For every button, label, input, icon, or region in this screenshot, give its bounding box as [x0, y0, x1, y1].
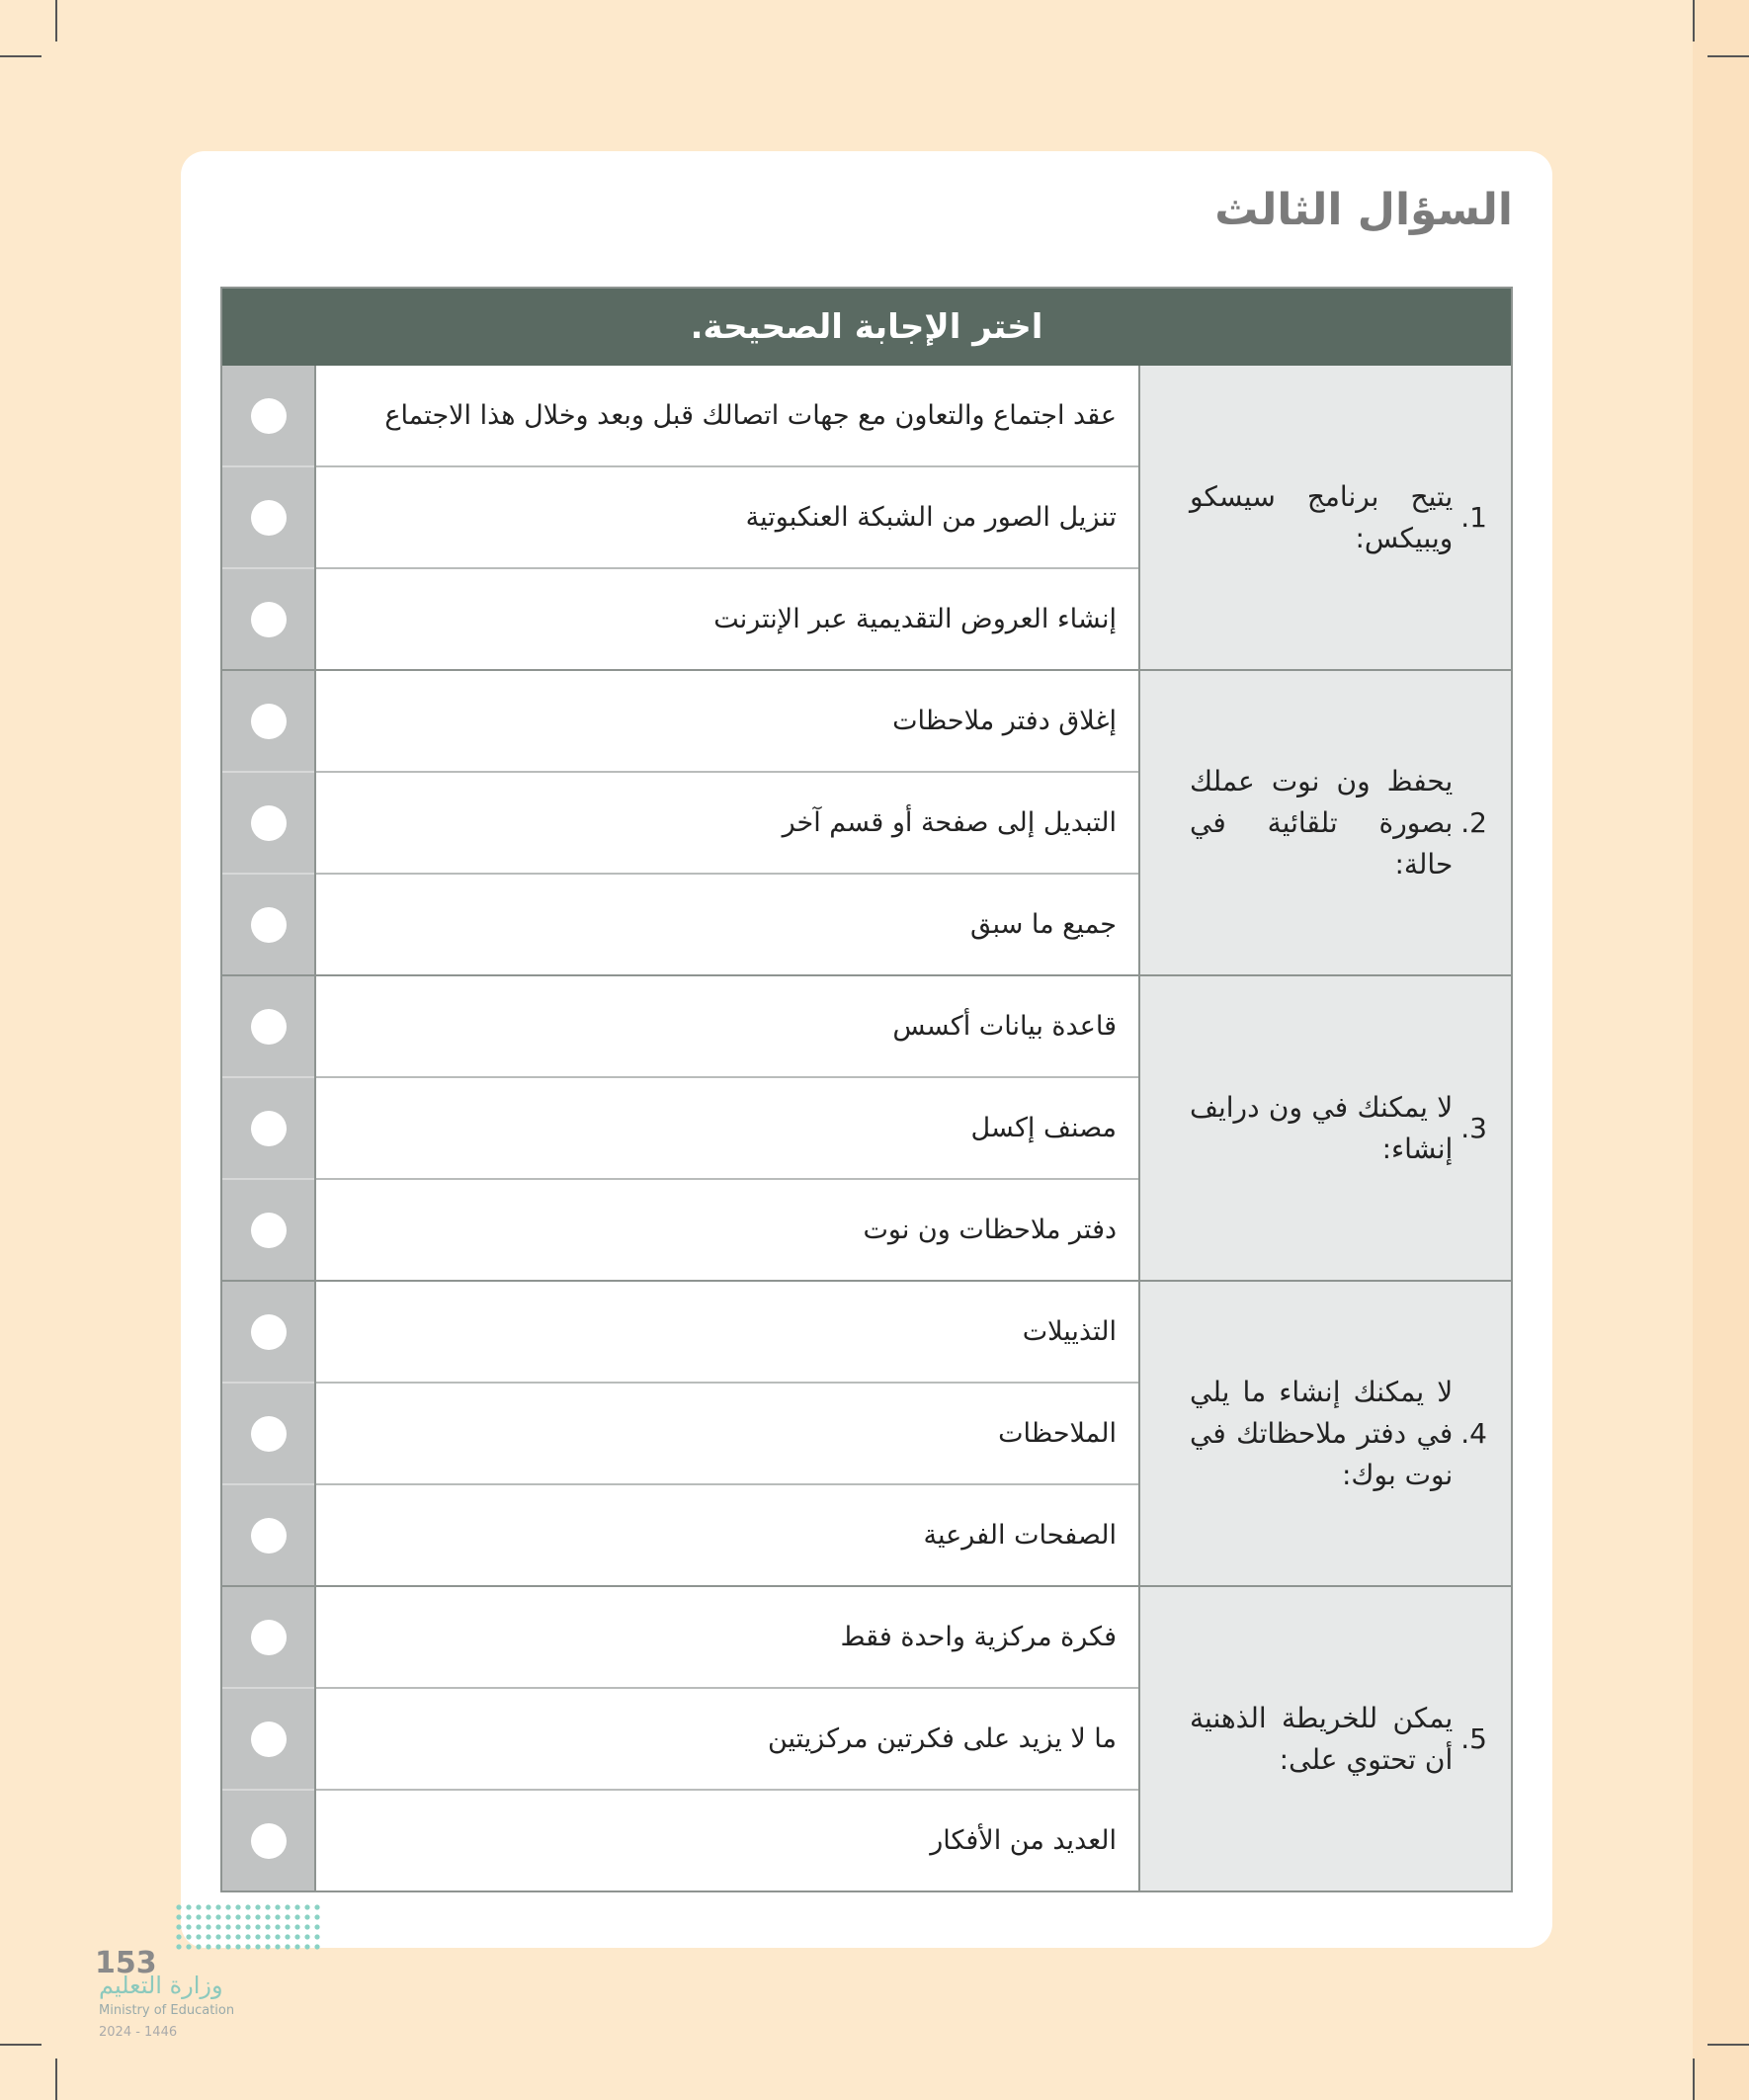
radio-cell: [222, 1076, 314, 1178]
radio-cell: [222, 1687, 314, 1789]
crop-mark: [0, 2044, 42, 2046]
answer-radio-button[interactable]: [251, 1823, 287, 1859]
ministry-name-en: Ministry of Education: [99, 2003, 235, 2018]
question-stem: [1138, 976, 1511, 1280]
question-text: يمكن للخريطة الذهنية أن تحتوي على:: [1190, 1701, 1454, 1776]
question-text: يتيح برنامج سيسكو ويبيكس:: [1190, 479, 1454, 554]
answer-option[interactable]: إنشاء العروض التقديمية عبر الإنترنت: [316, 567, 1138, 669]
ministry-logo-dots: [174, 1902, 322, 1952]
answer-radio-column: [222, 671, 314, 974]
radio-cell: [222, 671, 314, 771]
answer-radio-button[interactable]: [251, 1213, 287, 1248]
question-row: [222, 1280, 1511, 1585]
answer-radio-button[interactable]: [251, 1416, 287, 1452]
answer-option[interactable]: ما لا يزيد على فكرتين مركزيتين: [316, 1687, 1138, 1789]
question-row: [222, 974, 1511, 1280]
question-row: [222, 366, 1511, 669]
answer-radio-button[interactable]: [251, 805, 287, 841]
answer-radio-button[interactable]: [251, 398, 287, 434]
question-row: [222, 669, 1511, 974]
answer-radio-button[interactable]: [251, 1722, 287, 1757]
radio-cell: [222, 567, 314, 669]
quiz-instruction: اختر الإجابة الصحيحة.: [222, 289, 1511, 366]
crop-mark: [1707, 2044, 1749, 2046]
answer-option[interactable]: إغلاق دفتر ملاحظات: [892, 706, 1117, 736]
answer-options-column: [314, 1587, 1138, 1890]
radio-cell: [222, 976, 314, 1076]
radio-cell: [222, 1178, 314, 1280]
answer-option[interactable]: جميع ما سبق: [316, 873, 1138, 974]
crop-mark: [0, 55, 42, 57]
crop-mark: [55, 0, 57, 42]
radio-cell: [222, 465, 314, 567]
answer-options-column: [314, 1282, 1138, 1585]
radio-cell: [222, 1282, 314, 1382]
answer-option[interactable]: قاعدة بيانات أكسس: [892, 1011, 1117, 1042]
answer-radio-button[interactable]: [251, 1009, 287, 1045]
answer-option[interactable]: مصنف إكسل: [316, 1076, 1138, 1178]
answer-option[interactable]: تنزيل الصور من الشبكة العنكبوتية: [316, 465, 1138, 567]
radio-cell: [222, 771, 314, 873]
question-stem: [1138, 366, 1511, 669]
questions-list: [222, 366, 1511, 1890]
answer-option[interactable]: التذييلات: [1022, 1316, 1117, 1347]
crop-mark: [1693, 2058, 1695, 2100]
question-stem: [1138, 671, 1511, 974]
quiz-table: [220, 287, 1513, 1892]
answer-radio-column: [222, 976, 314, 1280]
question-number: 1.: [1460, 500, 1487, 534]
answer-option[interactable]: الملاحظات: [316, 1382, 1138, 1483]
question-number: 2.: [1460, 805, 1487, 839]
question-text: لا يمكنك في ون درايف إنشاء:: [1190, 1090, 1454, 1165]
answer-options-column: [314, 976, 1138, 1280]
section-title: السؤال الثالث: [1214, 185, 1513, 235]
answer-radio-column: [222, 366, 314, 669]
answer-radio-button[interactable]: [251, 500, 287, 536]
question-text: يحفظ ون نوت عملك بصورة تلقائية في حالة:: [1190, 764, 1454, 881]
question-number: 5.: [1460, 1722, 1487, 1755]
answer-radio-button[interactable]: [251, 704, 287, 739]
answer-options-column: [314, 671, 1138, 974]
answer-radio-column: [222, 1587, 314, 1890]
radio-cell: [222, 1587, 314, 1687]
question-text: لا يمكنك إنشاء ما يلي في دفتر ملاحظاتك في نوت بوك:: [1190, 1375, 1454, 1491]
question-row: [222, 1585, 1511, 1890]
radio-cell: [222, 366, 314, 465]
question-card: [181, 151, 1552, 1948]
answer-option[interactable]: دفتر ملاحظات ون نوت: [316, 1178, 1138, 1280]
answer-radio-button[interactable]: [251, 1620, 287, 1655]
answer-option[interactable]: التبديل إلى صفحة أو قسم آخر: [316, 771, 1138, 873]
answer-radio-column: [222, 1282, 314, 1585]
ministry-footer: [95, 1902, 352, 2051]
answer-options-column: [314, 366, 1138, 669]
answer-radio-button[interactable]: [251, 1518, 287, 1554]
question-stem: [1138, 1587, 1511, 1890]
crop-mark: [55, 2058, 57, 2100]
page-edge-strip: [1693, 0, 1749, 2100]
radio-cell: [222, 1483, 314, 1585]
edition-year: 2024 - 1446: [99, 2025, 178, 2040]
answer-option[interactable]: العديد من الأفكار: [316, 1789, 1138, 1890]
question-number: 4.: [1460, 1416, 1487, 1450]
crop-mark: [1707, 55, 1749, 57]
radio-cell: [222, 1382, 314, 1483]
answer-option[interactable]: فكرة مركزية واحدة فقط: [840, 1622, 1117, 1652]
radio-cell: [222, 1789, 314, 1890]
question-stem: [1138, 1282, 1511, 1585]
crop-mark: [1693, 0, 1695, 42]
ministry-name-ar: وزارة التعليم: [99, 1972, 223, 1999]
answer-radio-button[interactable]: [251, 1314, 287, 1350]
answer-radio-button[interactable]: [251, 907, 287, 943]
page-number: 153: [95, 1946, 157, 1980]
answer-radio-button[interactable]: [251, 602, 287, 637]
question-number: 3.: [1460, 1111, 1487, 1144]
radio-cell: [222, 873, 314, 974]
answer-option[interactable]: الصفحات الفرعية: [316, 1483, 1138, 1585]
answer-radio-button[interactable]: [251, 1111, 287, 1146]
answer-option[interactable]: عقد اجتماع والتعاون مع جهات اتصالك قبل وبعد وخلال هذا الاجتماع: [384, 400, 1117, 431]
